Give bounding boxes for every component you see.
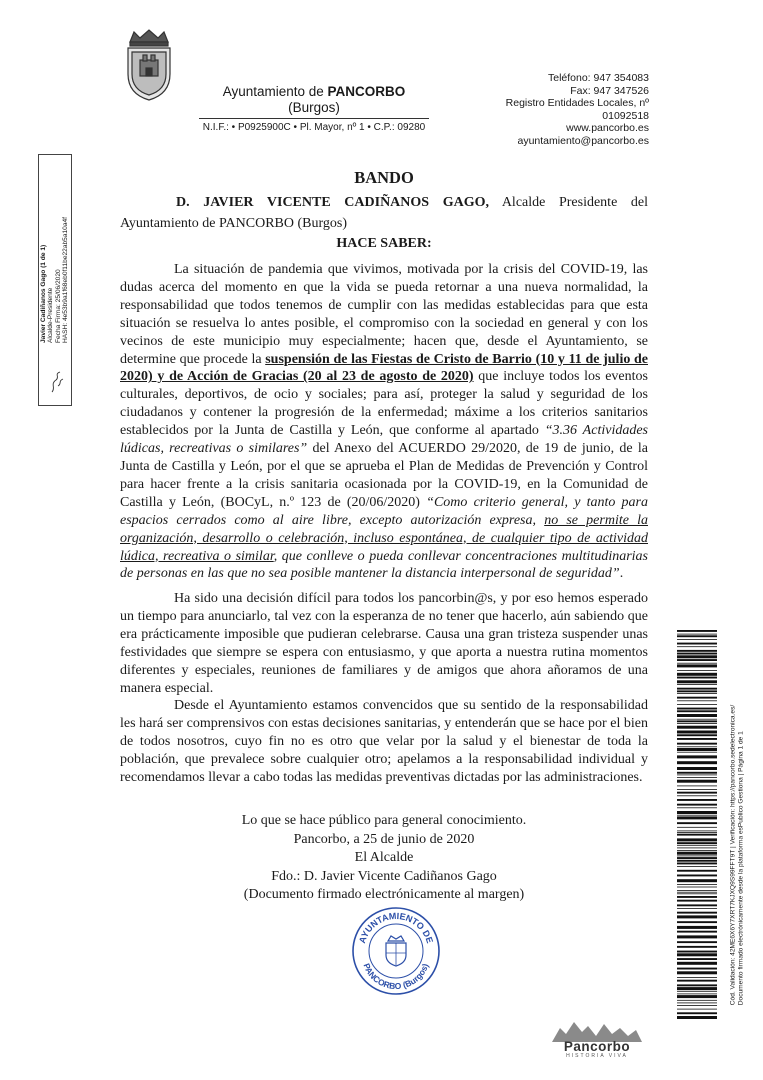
organization-nif: N.I.F.: • P0925900C • Pl. Mayor, nº 1 • C.P.: 09280 (199, 118, 429, 134)
mayor-intro (120, 192, 648, 234)
organization-prefix: Ayuntamiento de (222, 84, 328, 99)
mayor-name: D. JAVIER VICENTE CADIÑANOS GAGO, (176, 195, 489, 210)
document-title: BANDO (354, 168, 414, 187)
organization-header (196, 84, 432, 134)
hace-saber-heading: HACE SABER: (336, 236, 432, 251)
closing-block (120, 812, 648, 905)
contact-website[interactable]: www.pancorbo.es (566, 122, 649, 134)
closing-title: El Alcalde (354, 850, 414, 866)
coat-of-arms-icon (120, 28, 178, 102)
official-stamp-icon (350, 905, 442, 997)
organization-town: PANCORBO (327, 84, 406, 99)
organization-name (196, 84, 432, 100)
p1-section-quote: “3.36 Actividades lúdicas, recreativas o similares” (120, 423, 648, 457)
closing-electronic-note: (Documento firmado electrónicamente al margen) (243, 887, 525, 903)
p1-text-e: del Anexo del ACUERDO 29/2020, de 19 de junio, de la Junta de Castilla y León, por el que se aprueba el Plan de Medidas de Prevención y Control para hacer frente a la crisis sanitaria ocasionada por la COVID-19, en la Comunidad de Castilla y León, (BOCyL, n.º 123 de (20/06/2020) (120, 441, 648, 510)
closing-place-date: Pancorbo, a 25 de junio de 2020 (293, 831, 475, 847)
verification-text (729, 695, 745, 1015)
stamp-text-bottom: PANCORBO (Burgos) (361, 961, 431, 992)
contact-block (506, 72, 649, 147)
closing-signed-by: Fdo.: D. Javier Vicente Cadiñanos Gago (271, 868, 497, 884)
contact-registry-number: 01092518 (602, 109, 649, 122)
p1-quote-underlined: no se permite la organización, desarrollo o celebración, incluso espontánea, de cualquier tipo de actividad lúdica, recreativa o similar (120, 512, 648, 564)
contact-phone: Teléfono: 947 354083 (547, 72, 649, 84)
contact-email[interactable]: ayuntamiento@pancorbo.es (517, 134, 649, 147)
signer-name: Javier Cadiñanos Gago (1 de 1) (40, 244, 48, 344)
p1-suspension-highlight: suspensión de las Fiestas de Cristo de Barrio (10 y 11 de julio de 2020) y de Acción de Gracias (20 al 23 de agosto de 2020) (120, 351, 648, 385)
paragraph-responsibility: Desde el Ayuntamiento estamos convencidos que su sentido de la responsabilidad les hará ser comprensivos con estas decisiones sanitarias, y entenderán que se hace por el bien de todos nosotros, cuyo fin no es otro que velar por la salud y el bienestar de toda la población, que prevalece sobre cualquier otro; apelamos a la responsabilidad individual y recomendamos llevar a cabo todas las medidas preventivas dictadas por las administraciones. (120, 698, 648, 785)
verification-code: Cód. Validación: 42ME6X6Y7XRT7KJXQ9S99FFT9T | Verificación: https://pancorbo.sedelectronica.es/ (729, 704, 737, 1006)
pancorbo-logo (548, 1020, 646, 1058)
paragraph-decision: Ha sido una decisión difícil para todos los pancorbin@s, y por eso hemos esperado un tiempo para anunciarlo, tal vez con la esperanza de no tener que hacerlo, aún sabiendo que era prácticamente imposible que pudieran celebrarse. Causa una gran tristeza suspender unas festividades que siempre se espera con entusiasmo, y que aporta a nuestra rutina momentos diferentes y especiales, reuniones de familiares y de amigos que ahora añoramos de una manera especial. (120, 591, 648, 696)
mayor-role: Alcalde Presidente del Ayuntamiento de PANCORBO (Burgos) (120, 195, 648, 231)
stamp-text-top: AYUNTAMIENTO DE (357, 910, 435, 945)
validation-barcode-icon (677, 630, 717, 1020)
p1-text-end: . (619, 566, 624, 582)
handwritten-signature-icon (48, 370, 66, 394)
closing-public: Lo que se hace público para general conocimiento. (241, 813, 527, 828)
logo-word: Pancorbo (563, 1039, 631, 1054)
signer-role: Alcalde-Presidente (47, 287, 55, 344)
logo-subtitle: HISTORIA VIVA (566, 1053, 628, 1059)
paragraph-suspension (120, 261, 648, 583)
p1-text-c: que incluye todos los eventos culturales, deportivos, de ocio y sociales; para así, proteger la salud y seguridad de los ciudadanos y contener la progresión de la enfermedad; máxime a los criterios sanitarios establecidos por la Junta de Castilla y León, que conforme al apartado (120, 369, 648, 439)
organization-province: (Burgos) (288, 100, 340, 115)
verification-platform: Documento firmado electrónicamente desde la plataforma esPublico Gestiona | Página 1 de 1 (737, 731, 744, 1006)
p1-text-a: La situación de pandemia que vivimos, motivada por la crisis del COVID-19, las dudas acerca del momento en que la vida se pueda retornar a una nueva normalidad, la responsabilidad que todos tenemos de cumplir con las medidas establecidas para que esta situación se resuelva lo antes posible, el compromiso con la sociedad en general y con los vecinos de este municipio muy especialmente; hacen que, desde el Ayuntamiento, se determine que procede la (120, 262, 648, 367)
electronic-signature-box (38, 154, 72, 406)
contact-fax: Fax: 947 347526 (570, 84, 649, 97)
signature-date: Fecha Firma: 25/06/2020 (55, 269, 62, 344)
p1-quote-start: “Como criterio general, y tanto para espacios cerrados como al aire libre, excepto autorización expresa, (120, 494, 648, 528)
p1-quote-end: , que conlleve o pueda conllevar concentraciones multitudinarias de personas en las que no sea posible mantener la distancia interpersonal de seguridad” (120, 548, 648, 582)
contact-registry: Registro Entidades Locales, nº (505, 97, 649, 109)
signature-hash: HASH: 4e53b9a1f68eb0f11be22ab5a10a4f (62, 216, 70, 344)
